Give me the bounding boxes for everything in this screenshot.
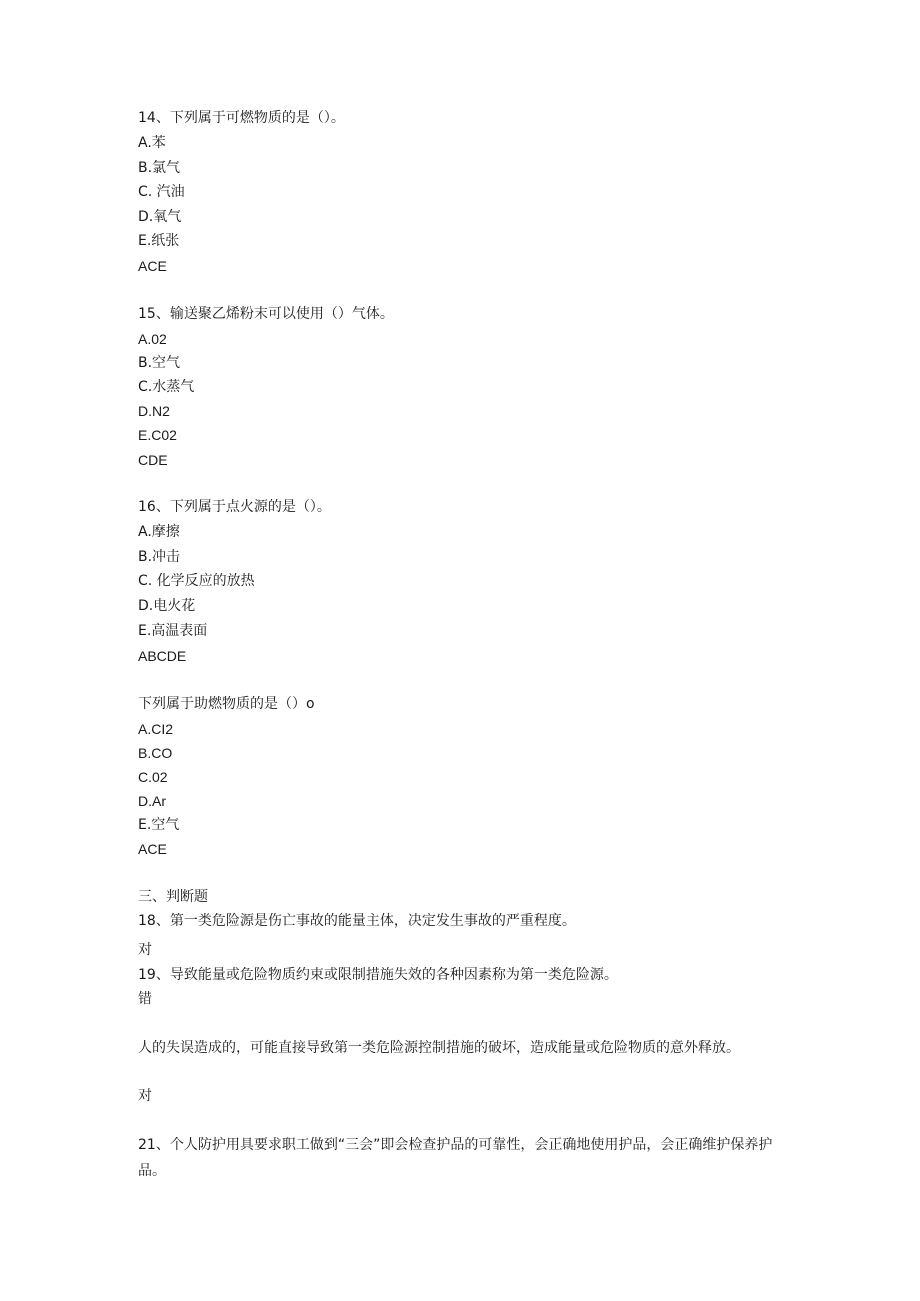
answer: CDE (138, 452, 168, 468)
option-c: C. 化学反应的放热 (138, 573, 255, 589)
document-page (138, 0, 788, 1301)
option-d: D.N2 (138, 403, 170, 419)
judgment-stem: 人的失误造成的，可能直接导致第一类危险源控制措施的破坏，造成能量或危险物质的意外释放。 (138, 1040, 740, 1056)
judgment-answer: 对 (138, 942, 152, 958)
option-c: C.水蒸气 (138, 379, 195, 395)
judgment-stem: 21、个人防护用具要求职工做到“三会”即会检查护品的可靠性，会正确地使用护品，会正确维护保养护品。 (138, 1137, 773, 1179)
judgment-stem: 19、导致能量或危险物质约束或限制措施失效的各种因素称为第一类危险源。 (138, 967, 618, 983)
option-b: B.CO (138, 745, 173, 761)
question-stem: 16、下列属于点火源的是（）。 (138, 499, 331, 515)
option-b: B.氯气 (138, 160, 181, 176)
answer: ACE (138, 258, 167, 274)
option-a: A.摩擦 (138, 524, 180, 540)
option-d: D.电火花 (138, 598, 196, 614)
option-a: A.02 (138, 331, 167, 347)
option-c: C.02 (138, 769, 168, 785)
question-stem: 14、下列属于可燃物质的是（）。 (138, 110, 345, 126)
judgment-answer: 对 (138, 1088, 152, 1104)
option-a: A.苯 (138, 135, 166, 151)
option-b: B.冲击 (138, 549, 181, 565)
option-e: E.空气 (138, 817, 180, 833)
judgment-answer: 错 (138, 991, 152, 1007)
answer: ABCDE (138, 648, 187, 664)
option-e: E.纸张 (138, 233, 180, 249)
judgment-stem: 18、第一类危险源是伤亡事故的能量主体，决定发生事故的严重程度。 (138, 913, 576, 929)
answer: ACE (138, 841, 167, 857)
question-stem: 15、输送聚乙烯粉末可以使用（）气体。 (138, 306, 394, 322)
question-stem: 下列属于助燃物质的是（）o (138, 696, 315, 712)
option-d: D.Ar (138, 793, 166, 809)
option-b: B.空气 (138, 355, 181, 371)
section-title: 三、判断题 (138, 889, 208, 905)
option-a: A.CI2 (138, 721, 174, 737)
option-e: E.C02 (138, 427, 177, 443)
option-d: D.氧气 (138, 209, 182, 225)
option-e: E.高温表面 (138, 623, 208, 639)
option-c: C. 汽油 (138, 184, 185, 200)
